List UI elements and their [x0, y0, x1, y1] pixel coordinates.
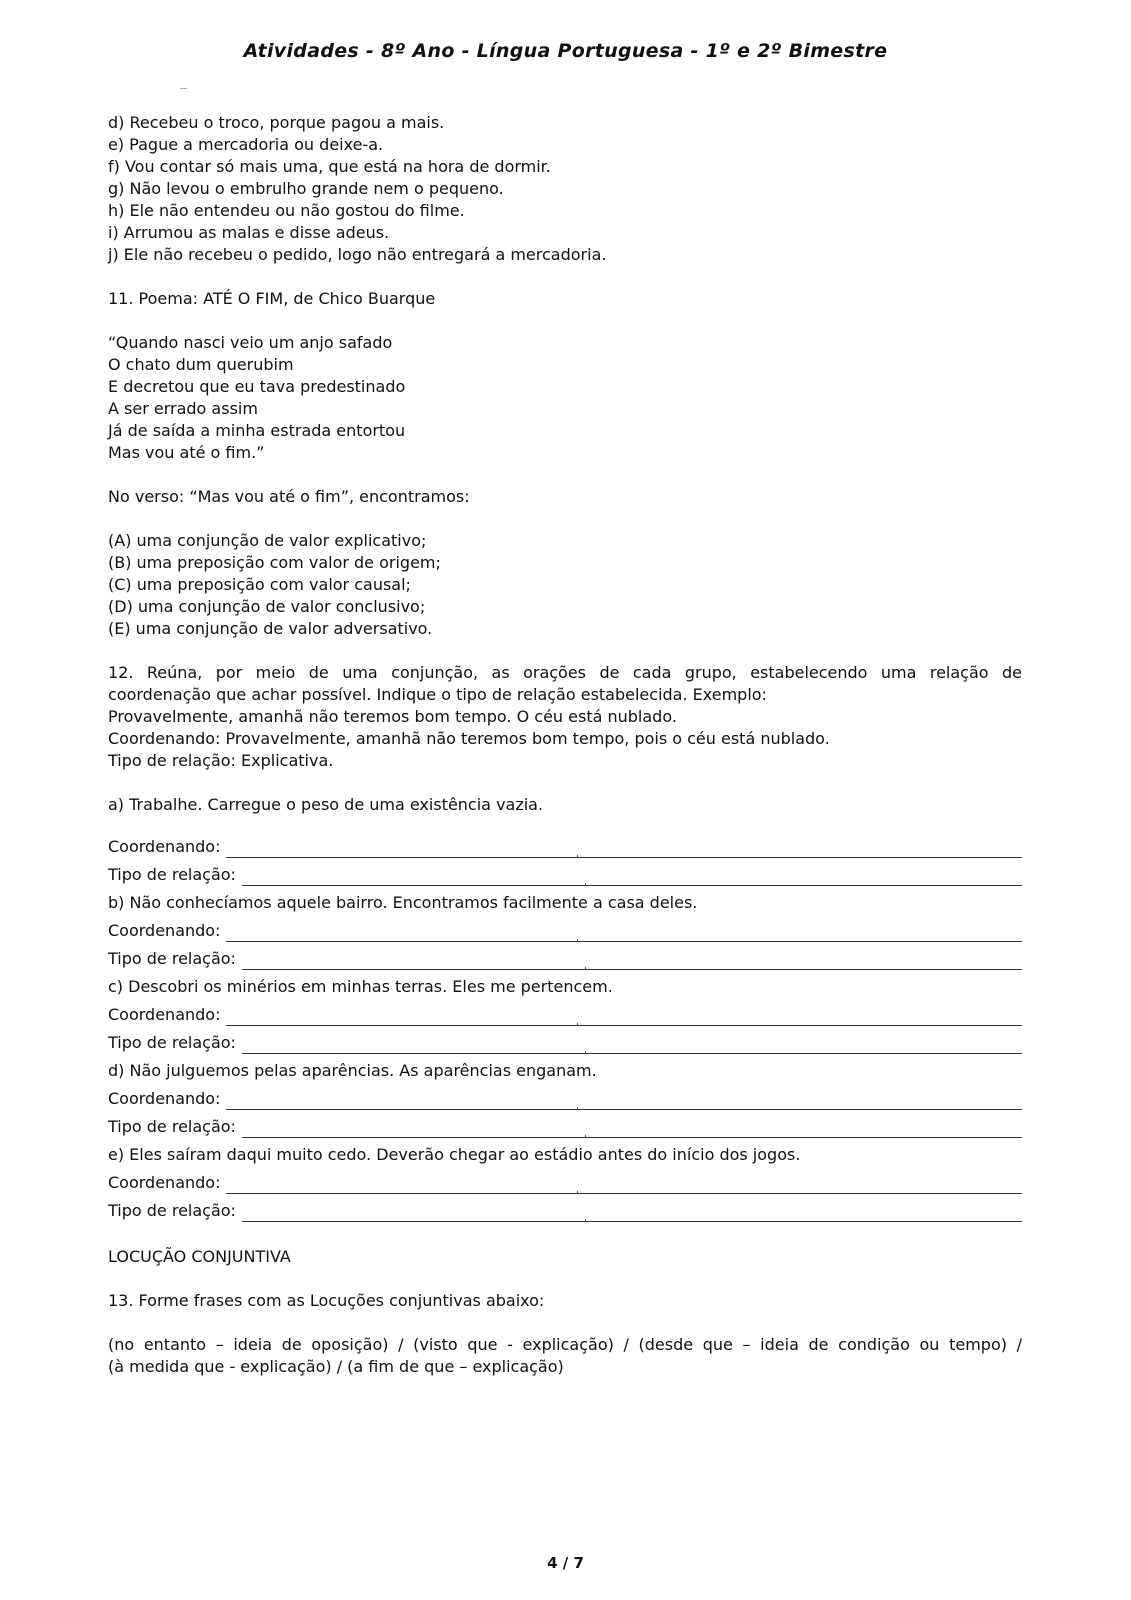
list-item: f) Vou contar só mais uma, que está na hora de dormir. [108, 157, 551, 176]
example-coordinated: Coordenando: Provavelmente, amanhã não teremos bom tempo, pois o céu está nublado. [108, 729, 830, 748]
poem-line: E decretou que eu tava predestinado [108, 377, 406, 396]
section-title: LOCUÇÃO CONJUNTIVA [108, 1247, 291, 1266]
answer-line[interactable] [226, 923, 1022, 942]
coordenando-label: Coordenando: [108, 921, 221, 940]
example-sentence: Provavelmente, amanhã não teremos bom tempo. O céu está nublado. [108, 707, 677, 726]
answer-coordenando-d[interactable] [108, 1082, 1022, 1110]
list-item: d) Recebeu o troco, porque pagou a mais. [108, 113, 445, 132]
exercise-item-e: e) Eles saíram daqui muito cedo. Deverão chegar ao estádio antes do início dos jogos. [108, 1145, 801, 1164]
option-c: (C) uma preposição com valor causal; [108, 575, 411, 594]
answer-line[interactable] [226, 1007, 1022, 1026]
list-item: h) Ele não entendeu ou não gostou do filme. [108, 201, 465, 220]
poem-line: A ser errado assim [108, 399, 258, 418]
answer-coordenando-b[interactable] [108, 914, 1022, 942]
answer-tipo-e[interactable] [108, 1194, 1022, 1222]
answer-line[interactable] [242, 867, 1022, 886]
option-d: (D) uma conjunção de valor conclusivo; [108, 597, 426, 616]
answer-coordenando-e[interactable] [108, 1166, 1022, 1194]
tipo-label: Tipo de relação: [108, 1117, 236, 1136]
coordenando-label: Coordenando: [108, 1089, 221, 1108]
answer-coordenando-c[interactable] [108, 998, 1022, 1026]
answer-line[interactable] [242, 951, 1022, 970]
page-number: 4 / 7 [547, 1554, 584, 1572]
example-relation: Tipo de relação: Explicativa. [108, 751, 334, 770]
document-body [108, 112, 1022, 1378]
tipo-label: Tipo de relação: [108, 865, 236, 884]
answer-tipo-a[interactable] [108, 858, 1022, 886]
coordenando-label: Coordenando: [108, 1173, 221, 1192]
stray-mark [180, 88, 187, 89]
answer-tipo-c[interactable] [108, 1026, 1022, 1054]
option-e: (E) uma conjunção de valor adversativo. [108, 619, 433, 638]
locucoes-line-1: (no entanto – ideia de oposição) / (visto que - explicação) / (desde que – ideia de condição ou tempo) / [108, 1335, 1022, 1354]
question-12-intro: 12. Reúna, por meio de uma conjunção, as orações de cada grupo, estabelecendo uma relação de [108, 663, 1022, 682]
page-header: Atividades - 8º Ano - Língua Portuguesa - 1º e 2º Bimestre [243, 40, 888, 62]
question-13-title: 13. Forme frases com as Locuções conjuntivas abaixo: [108, 1291, 545, 1310]
tipo-label: Tipo de relação: [108, 1033, 236, 1052]
answer-tipo-b[interactable] [108, 942, 1022, 970]
exercise-item-d: d) Não julguemos pelas aparências. As aparências enganam. [108, 1061, 597, 1080]
question-11-title: 11. Poema: ATÉ O FIM, de Chico Buarque [108, 289, 436, 308]
answer-tipo-d[interactable] [108, 1110, 1022, 1138]
list-item: g) Não levou o embrulho grande nem o pequeno. [108, 179, 504, 198]
tipo-label: Tipo de relação: [108, 949, 236, 968]
coordenando-label: Coordenando: [108, 837, 221, 856]
exercise-item-c: c) Descobri os minérios em minhas terras. Eles me pertencem. [108, 977, 613, 996]
answer-line[interactable] [226, 1175, 1022, 1194]
coordenando-label: Coordenando: [108, 1005, 221, 1024]
answer-line[interactable] [242, 1119, 1022, 1138]
list-item: e) Pague a mercadoria ou deixe-a. [108, 135, 384, 154]
answer-line[interactable] [226, 1091, 1022, 1110]
list-item: i) Arrumou as malas e disse adeus. [108, 223, 390, 242]
question-11-prompt: No verso: “Mas vou até o fim”, encontramos: [108, 487, 470, 506]
list-item: j) Ele não recebeu o pedido, logo não entregará a mercadoria. [108, 245, 607, 264]
exercise-item-b: b) Não conhecíamos aquele bairro. Encontramos facilmente a casa deles. [108, 893, 698, 912]
poem-line: Já de saída a minha estrada entortou [108, 421, 406, 440]
answer-coordenando-a[interactable] [108, 830, 1022, 858]
answer-line[interactable] [242, 1035, 1022, 1054]
poem-line: “Quando nasci veio um anjo safado [108, 333, 393, 352]
answer-line[interactable] [226, 839, 1022, 858]
poem-line: O chato dum querubim [108, 355, 294, 374]
question-12-intro-cont: coordenação que achar possível. Indique o tipo de relação estabelecida. Exemplo: [108, 685, 767, 704]
locucoes-line-2: (à medida que - explicação) / (a fim de que – explicação) [108, 1357, 564, 1376]
option-b: (B) uma preposição com valor de origem; [108, 553, 441, 572]
poem-line: Mas vou até o fim.” [108, 443, 265, 462]
exercise-item-a: a) Trabalhe. Carregue o peso de uma existência vazia. [108, 795, 544, 814]
option-a: (A) uma conjunção de valor explicativo; [108, 531, 427, 550]
tipo-label: Tipo de relação: [108, 1201, 236, 1220]
answer-line[interactable] [242, 1203, 1022, 1222]
